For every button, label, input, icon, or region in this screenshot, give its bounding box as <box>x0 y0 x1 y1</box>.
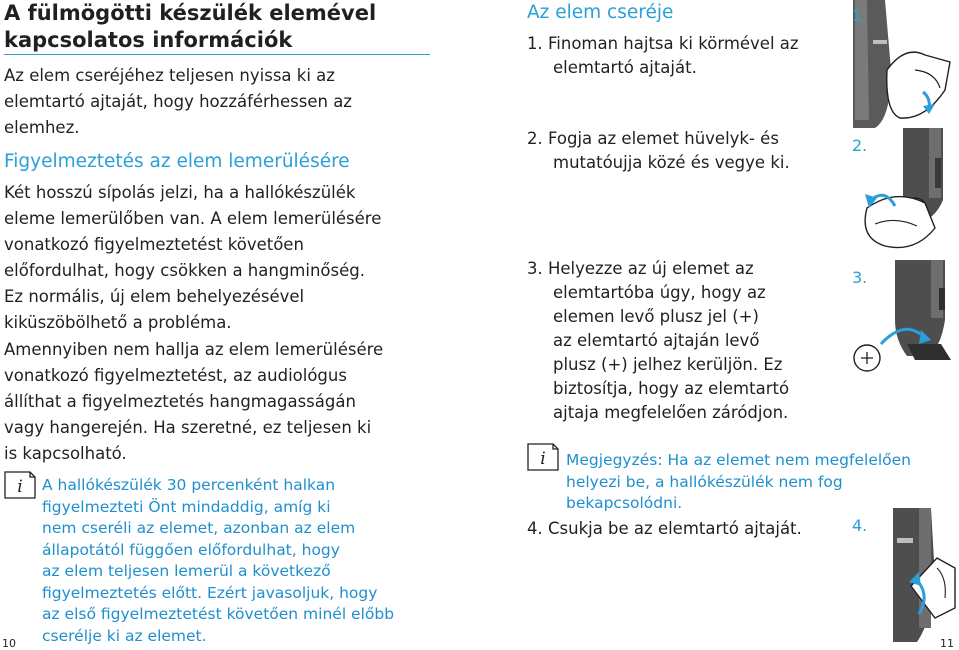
text-line: vonatkozó figyelmeztetést, az audiológus <box>4 366 347 385</box>
text-line: vonatkozó figyelmeztetést követően <box>4 235 304 254</box>
step-3 <box>527 257 789 425</box>
info-icon <box>4 471 36 499</box>
title-line: A fülmögötti készülék elemével <box>4 1 377 25</box>
text-line: 1. Finoman hajtsa ki körmével az <box>527 34 799 53</box>
step-1 <box>527 32 799 80</box>
step-2 <box>527 127 790 175</box>
text-line: helyezi be, a hallókészülék nem fog <box>566 472 843 491</box>
text-line: figyelmeztetés előtt. Ezért javasoljuk, hogy <box>42 583 378 602</box>
figure-label: 3. <box>852 268 868 287</box>
text-line: plusz (+) jelhez kerüljön. Ez <box>553 355 783 374</box>
figure-label: 4. <box>852 516 868 535</box>
title-line: kapcsolatos információk <box>4 28 293 52</box>
text-line: Az elem cseréjéhez teljesen nyissa ki az <box>4 66 335 85</box>
figure-label: 2. <box>852 136 868 155</box>
figure-insert-battery <box>845 260 957 388</box>
text-line: elemtartóba úgy, hogy az <box>553 283 766 302</box>
text-line: eleme lemerülőben van. A elem lemerülésére <box>4 209 382 228</box>
warning-heading: Figyelmeztetés az elem lemerülésére <box>4 151 350 172</box>
battery-note <box>42 475 394 647</box>
figure-open-door <box>845 0 957 128</box>
intro-paragraph <box>4 63 352 141</box>
text-line: elemtartó ajtaját. <box>553 58 697 77</box>
text-line: 3. Helyezze az új elemet az <box>527 259 754 278</box>
page-number-right: 11 <box>940 637 954 650</box>
text-line: mutatóujja közé és vegye ki. <box>553 153 790 172</box>
warning-paragraph <box>4 180 381 336</box>
text-line: Ez normális, új elem behelyezésével <box>4 287 305 306</box>
text-line: cserélje ki az elemet. <box>42 626 207 645</box>
text-line: kiküszöbölhető a probléma. <box>4 313 232 332</box>
text-line: biztosítja, hogy az elemtartó <box>553 379 790 398</box>
text-line: elemhez. <box>4 118 80 137</box>
figure-remove-battery <box>845 128 957 260</box>
figure-close-door <box>845 508 957 642</box>
insertion-note <box>566 450 911 515</box>
text-line: állíthat a figyelmeztetés hangmagasságán <box>4 392 356 411</box>
page-number-left: 10 <box>2 637 16 650</box>
replacement-heading: Az elem cseréje <box>527 2 674 23</box>
text-line: A hallókészülék 30 percenként halkan <box>42 476 336 494</box>
text-line: vagy hangerején. Ha szeretné, ez teljesen ki <box>4 418 372 437</box>
text-line: állapotától függően előfordulhat, hogy <box>42 540 340 559</box>
text-line: elemen levő plusz jel (+) <box>553 307 759 326</box>
text-line: figyelmezteti Önt mindaddig, amíg ki <box>42 497 331 516</box>
step-4: 4. Csukja be az elemtartó ajtaját. <box>527 519 802 538</box>
svg-text:i: i <box>17 477 23 497</box>
text-line: Amennyiben nem hallja az elem lemerülésére <box>4 340 384 359</box>
figure-label: 1. <box>852 6 868 25</box>
text-line: Két hosszú sípolás jelzi, ha a hallókészülék <box>4 183 356 202</box>
title-rule <box>4 54 430 55</box>
text-line: ajtaja megfelelően záródjon. <box>553 403 789 422</box>
text-line: az első figyelmeztetést követően minél előbb <box>42 605 395 623</box>
text-line: Megjegyzés: Ha az elemet nem megfelelően <box>566 451 912 469</box>
text-line: az elemtartó ajtaján levő <box>553 331 760 350</box>
text-line: bekapcsolódni. <box>566 494 683 512</box>
text-line: előfordulhat, hogy csökken a hangminőség. <box>4 261 365 280</box>
text-line: elemtartó ajtaját, hogy hozzáférhessen az <box>4 92 352 111</box>
page-title <box>4 0 376 54</box>
text-line: az elem teljesen lemerül a következő <box>42 562 331 580</box>
text-line: 2. Fogja az elemet hüvelyk- és <box>527 129 779 148</box>
text-line: nem cseréli az elemet, azonban az elem <box>42 519 356 537</box>
svg-text:i: i <box>540 449 546 469</box>
info-icon <box>527 443 559 471</box>
audiologist-paragraph <box>4 337 383 467</box>
text-line: is kapcsolható. <box>4 444 127 463</box>
